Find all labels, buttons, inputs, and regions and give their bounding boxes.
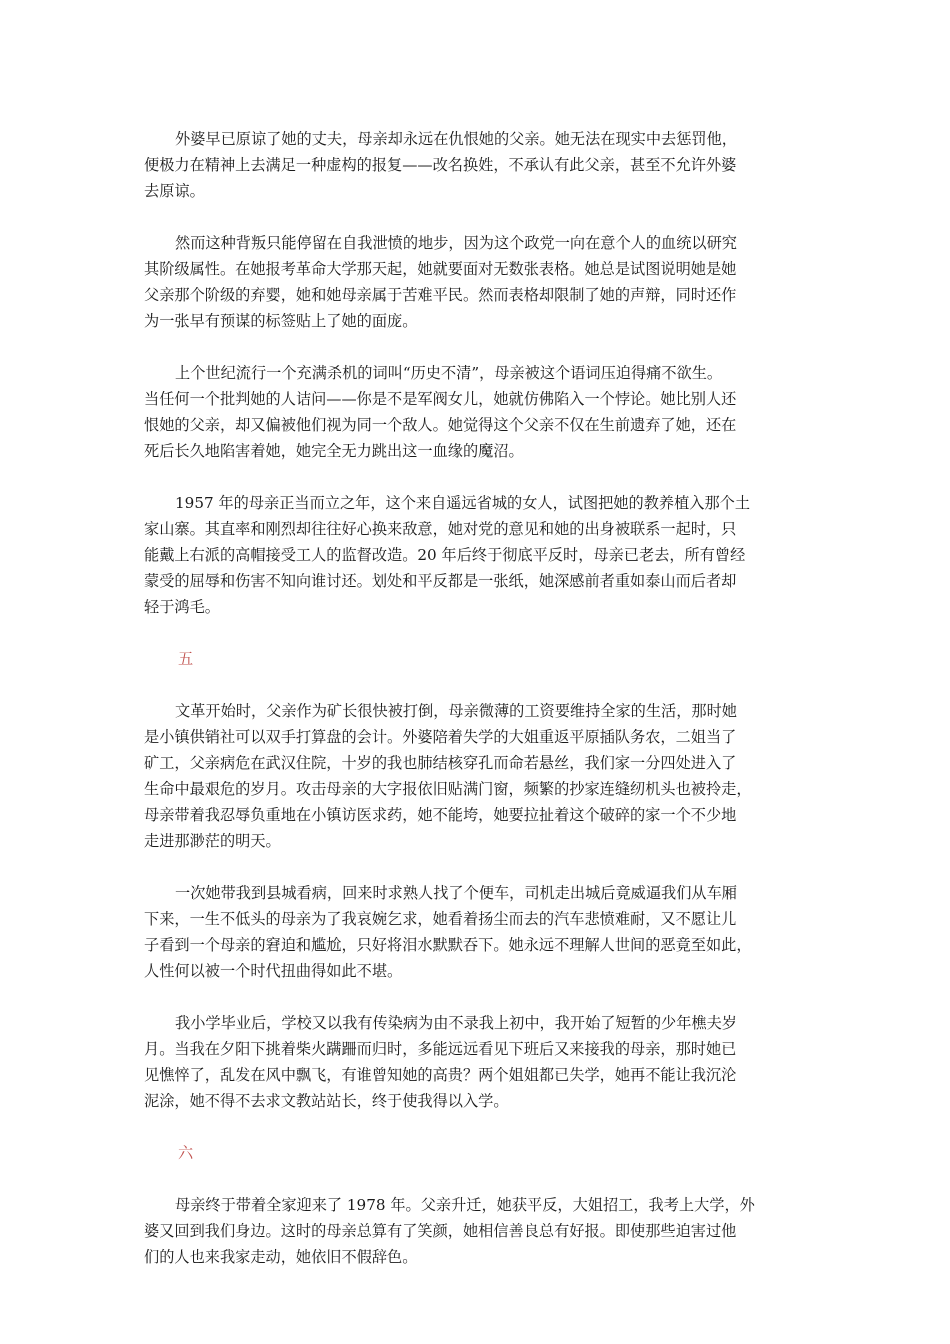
text-line: 死后长久地陷害着她，她完全无力跳出这一血缘的魔沼。 <box>144 442 524 460</box>
text-line: 当任何一个批判她的人诘问——你是不是军阀女儿，她就仿佛陷入一个悖论。她比别人还 <box>144 390 737 408</box>
text-line: 家山寨。其直率和刚烈却往往好心换来敌意，她对党的意见和她的出身被联系一起时，只 <box>144 520 737 538</box>
paragraph <box>144 1192 806 1270</box>
section-heading-five: 五 <box>178 650 194 668</box>
text-line: 走进那渺茫的明天。 <box>144 832 281 850</box>
paragraph <box>144 698 806 854</box>
section-heading-six: 六 <box>178 1144 194 1162</box>
paragraph <box>144 1010 806 1114</box>
text-line: 便极力在精神上去满足一种虚构的报复——改名换姓，不承认有此父亲，甚至不允许外婆 <box>144 156 737 174</box>
text-line: 矿工，父亲病危在武汉住院，十岁的我也肺结核穿孔而命若悬丝，我们家一分四处进入了 <box>144 754 737 772</box>
text-line: 恨她的父亲，却又偏被他们视为同一个敌人。她觉得这个父亲不仅在生前遗弃了她，还在 <box>144 416 737 434</box>
text-line: 能戴上右派的高帽接受工人的监督改造。20 年后终于彻底平反时，母亲已老去，所有曾经 <box>144 546 746 564</box>
text-line: 母亲带着我忍辱负重地在小镇访医求药，她不能垮，她要拉扯着这个破碎的家一个不少地 <box>144 806 737 824</box>
text-line: 泥涂，她不得不去求文教站站长，终于使我得以入学。 <box>144 1092 509 1110</box>
text-line: 是小镇供销社可以双手打算盘的会计。外婆陪着失学的大姐重返平原插队务农，二姐当了 <box>144 728 737 746</box>
document-body <box>144 126 806 1296</box>
paragraph <box>144 880 806 984</box>
paragraph <box>144 360 806 464</box>
text-line: 文革开始时，父亲作为矿长很快被打倒，母亲微薄的工资要维持全家的生活，那时她 <box>175 702 737 720</box>
text-line: 为一张早有预谋的标签贴上了她的面庞。 <box>144 312 418 330</box>
text-line: 蒙受的屈辱和伤害不知向谁讨还。划处和平反都是一张纸，她深感前者重如泰山而后者却 <box>144 572 737 590</box>
paragraph <box>144 126 806 204</box>
text-line: 人性何以被一个时代扭曲得如此不堪。 <box>144 962 403 980</box>
text-line: 轻于鸿毛。 <box>144 598 220 616</box>
paragraph <box>144 230 806 334</box>
text-line: 上个世纪流行一个充满杀机的词叫“历史不清”，母亲被这个语词压迫得痛不欲生。 <box>175 364 723 382</box>
paragraph <box>144 490 806 620</box>
text-line: 我小学毕业后，学校又以我有传染病为由不录我上初中，我开始了短暂的少年樵夫岁 <box>175 1014 737 1032</box>
text-line: 子看到一个母亲的窘迫和尴尬，只好将泪水默默吞下。她永远不理解人世间的恶竟至如此， <box>144 936 752 954</box>
text-line: 母亲终于带着全家迎来了 1978 年。父亲升迁，她获平反，大姐招工，我考上大学，外 <box>175 1196 755 1214</box>
text-line: 一次她带我到县城看病，回来时求熟人找了个便车，司机走出城后竟威逼我们从车厢 <box>175 884 737 902</box>
text-line: 父亲那个阶级的弃婴，她和她母亲属于苦难平民。然而表格却限制了她的声辩，同时还作 <box>144 286 737 304</box>
text-line: 外婆早已原谅了她的丈夫，母亲却永远在仇恨她的父亲。她无法在现实中去惩罚他， <box>175 130 737 148</box>
text-line: 然而这种背叛只能停留在自我泄愤的地步，因为这个政党一向在意个人的血统以研究 <box>175 234 737 252</box>
text-line: 其阶级属性。在她报考革命大学那天起，她就要面对无数张表格。她总是试图说明她是她 <box>144 260 737 278</box>
text-line: 去原谅。 <box>144 182 205 200</box>
text-line: 见憔悴了，乱发在风中飘飞，有谁曾知她的高贵？两个姐姐都已失学，她再不能让我沉沦 <box>144 1066 737 1084</box>
text-line: 下来，一生不低头的母亲为了我哀婉乞求，她看着扬尘而去的汽车悲愤难耐，又不愿让儿 <box>144 910 737 928</box>
text-line: 生命中最艰危的岁月。攻击母亲的大字报依旧贴满门窗，频繁的抄家连缝纫机头也被拎走， <box>144 780 752 798</box>
text-line: 们的人也来我家走动，她依旧不假辞色。 <box>144 1248 418 1266</box>
text-line: 婆又回到我们身边。这时的母亲总算有了笑颜，她相信善良总有好报。即使那些迫害过他 <box>144 1222 737 1240</box>
text-line: 月。当我在夕阳下挑着柴火蹒跚而归时，多能远远看见下班后又来接我的母亲，那时她已 <box>144 1040 737 1058</box>
text-line: 1957 年的母亲正当而立之年，这个来自遥远省城的女人，试图把她的教养植入那个土 <box>175 494 751 512</box>
